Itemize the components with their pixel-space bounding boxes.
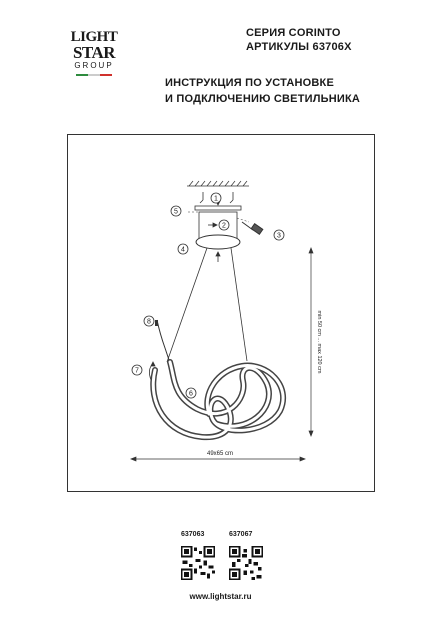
italian-flag-stripe <box>62 74 126 76</box>
screwdriver-icon <box>242 222 263 234</box>
callout-label-2: 2 <box>222 222 226 230</box>
callout-label-3: 3 <box>277 232 281 240</box>
website-url: www.lightstar.ru <box>189 592 252 601</box>
mounting-plate <box>195 206 241 210</box>
height-dimension-label: min 50 cm ... max 120 cm <box>316 310 322 374</box>
brand-logo <box>62 30 126 96</box>
callout-label-7: 7 <box>135 367 139 375</box>
article-code-2: 637067 <box>229 531 253 538</box>
callout-label-8: 8 <box>147 318 151 326</box>
power-wire <box>157 320 169 360</box>
width-dimension-label: 49x65 cm <box>206 451 234 457</box>
qr-code-icon <box>181 546 215 580</box>
article-numbers: АРТИКУЛЫ 63706X <box>246 41 352 53</box>
callout-label-1: 1 <box>214 195 218 203</box>
height-dimension-line <box>309 248 313 436</box>
callout-label-4: 4 <box>181 246 185 254</box>
title-line-1: ИНСТРУКЦИЯ ПО УСТАНОВКЕ <box>165 77 334 89</box>
logo-text-line1: LIGHT <box>70 29 118 45</box>
canopy-base <box>196 235 240 249</box>
callout-label-6: 6 <box>189 390 193 398</box>
product-info <box>246 26 352 54</box>
callout-label-5: 5 <box>174 208 178 216</box>
installation-diagram <box>67 134 375 492</box>
title-line-2: И ПОДКЛЮЧЕНИЮ СВЕТИЛЬНИКА <box>165 93 361 105</box>
article-code-1: 637063 <box>181 531 205 538</box>
instruction-title <box>165 75 360 107</box>
qr-code-icon <box>229 546 263 580</box>
series-name: СЕРИЯ CORINTO <box>246 27 341 39</box>
width-dimension-line <box>131 457 305 461</box>
logo-text-line3: GROUP <box>74 61 114 70</box>
logo-text-line2: STAR <box>72 43 116 62</box>
ceiling-hatch <box>187 181 249 186</box>
suspension-cables <box>167 248 247 362</box>
